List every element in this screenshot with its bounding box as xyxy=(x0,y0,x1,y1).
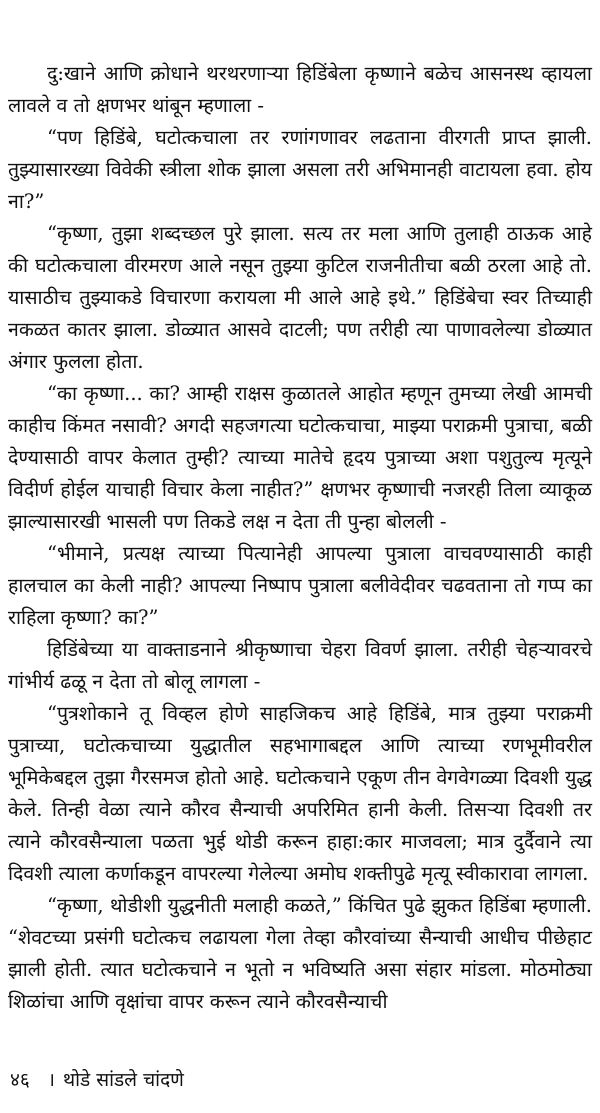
paragraph: “भीमाने, प्रत्यक्ष त्याच्या पित्यानेही आपल्या पुत्राला वाचवण्यासाठी काही हालचाल का केली नाही? आपल्या निष्पाप पुत्राला बलीवेदीवर चढवताना तो गप्प का राहिला कृष्णा? का?” xyxy=(8,542,592,629)
page-number: ४६ xyxy=(10,1069,30,1091)
paragraph: “पण हिडिंबे, घटोत्कचाला तर रणांगणावर लढताना वीरगती प्राप्त झाली. तुझ्यासारख्या विवेकी स्त्रीला शोक झाला असला तरी अभिमानही वाटायला हवा. होय ना?” xyxy=(8,126,592,213)
paragraph: “कृष्णा, तुझा शब्दच्छल पुरे झाला. सत्य तर मला आणि तुलाही ठाऊक आहे की घटोत्कचाला वीरमरण आले नसून तुझ्या कुटिल राजनीतीचा बळी ठरला आहे तो. यासाठीच तुझ्याकडे विचारणा करायला मी आले आहे इथे.” हिडिंबेचा स्वर तिच्याही नकळत कातर झाला. डोळ्यात आसवे दाटली; पण तरीही त्या पाणावलेल्या डोळ्यात अंगार फुलला होता. xyxy=(8,222,592,373)
paragraph: दु:खाने आणि क्रोधाने थरथरणाऱ्या हिडिंबेला कृष्णाने बळेच आसनस्थ व्हायला लावले व तो क्षणभर थांबून म्हणाला - xyxy=(8,62,592,117)
page-footer xyxy=(10,1066,184,1094)
book-title: थोडे सांडले चांदणे xyxy=(62,1069,184,1091)
paragraph: “पुत्रशोकाने तू विव्हल होणे साहजिकच आहे हिडिंबे, मात्र तुझ्या पराक्रमी पुत्राच्या, घटोत्कचाच्या युद्धातील सहभागाबद्दल आणि त्याच्या रणभूमीवरील भूमिकेबद्दल तुझा गैरसमज होतो आहे. घटोत्कचाने एकूण तीन वेगवेगळ्या दिवशी युद्ध केले. तिन्ही वेळा त्याने कौरव सैन्याची अपरिमित हानी केली. तिसऱ्या दिवशी तर त्याने कौरवसैन्याला पळता भुई थोडी करून हाहा:कार माजवला; मात्र दुर्दैवाने त्या दिवशी त्याला कर्णाकडून वापरल्या गेलेल्या अमोघ शक्तीपुढे मृत्यू स्वीकारावा लागला. xyxy=(8,702,592,885)
paragraph: “कृष्णा, थोडीशी युद्धनीती मलाही कळते,” किंचित पुढे झुकत हिडिंबा म्हणाली. “शेवटच्या प्रसंगी घटोत्कच लढायला गेला तेव्हा कौरवांच्या सैन्याची आधीच पीछेहाट झाली होती. त्यात घटोत्कचाने न भूतो न भविष्यति असा संहार मांडला. मोठमोठ्या शिळांचा आणि वृक्षांचा वापर करून त्याने कौरवसैन्याची xyxy=(8,894,592,1013)
body-text xyxy=(8,58,592,1018)
footer-separator: । xyxy=(47,1069,55,1091)
paragraph: “का कृष्णा... का? आम्ही राक्षस कुळातले आहोत म्हणून तुमच्या लेखी आमची काहीच किंमत नसावी? अगदी सहजगत्या घटोत्कचाचा, माझ्या पराक्रमी पुत्राचा, बळी देण्यासाठी वापर केलात तुम्ही? त्याच्या मातेचे हृदय पुत्राच्या अशा पशुतुल्य मृत्यूने विदीर्ण होईल याचाही विचार केला नाहीत?” क्षणभर कृष्णाची नजरही तिला व्याकूळ झाल्यासारखी भासली पण तिकडे लक्ष न देता ती पुन्हा बोलली - xyxy=(8,382,592,533)
paragraph: हिडिंबेच्या या वाक्ताडनाने श्रीकृष्णाचा चेहरा विवर्ण झाला. तरीही चेहऱ्यावरचे गांभीर्य ढळू न देता तो बोलू लागला - xyxy=(8,638,592,693)
